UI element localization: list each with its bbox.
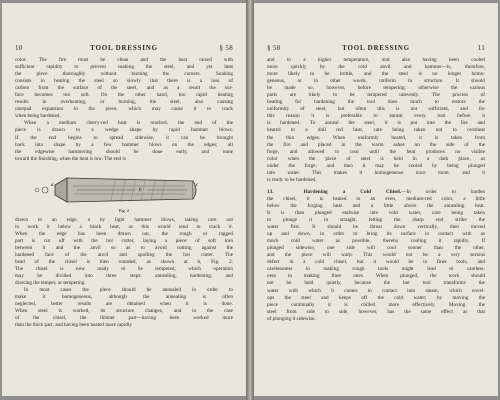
text-line: color when the piece of steel is held in a dark place, as	[267, 155, 485, 162]
heading-title: Hardening a Cold Chisel.	[303, 188, 402, 195]
text-line: the thin edges. When uniformly heated, it is taken from	[267, 134, 485, 141]
text-line: geneous, or in other words, uniform in structure. It should	[267, 78, 485, 85]
book-gutter	[246, 0, 254, 400]
text-line: drawing the temper, or tempering.	[15, 280, 86, 287]
text-line: When steel is worked, its structure changes, and in the case	[15, 308, 233, 315]
left-body-top	[15, 57, 233, 163]
text-line: when being hardened.	[15, 113, 61, 120]
text-line: back into shape by a few hammer blows on the edges; all	[15, 141, 233, 148]
text-line: may be divided into three steps: annealing, hardening, and	[15, 273, 233, 280]
text-line: consists in heating the steel so slowly that there is a loss of	[15, 78, 233, 85]
text-line: not be held quietly, because the hot tool transforms the	[267, 280, 485, 287]
figure-label-c: c	[196, 182, 199, 188]
left-body-bottom	[15, 217, 233, 330]
text-line: steel from side to side, however, has the same effect as that	[267, 308, 485, 315]
text-line: is hardened. To anneal the steel, it is put into the fire and	[267, 120, 485, 127]
text-line: results in overheating, or burning, the steel, also causing	[15, 99, 233, 106]
right-heading-line	[267, 189, 485, 196]
text-line: water with which it comes in contact into steam, which envel-	[267, 287, 485, 294]
left-page	[2, 3, 246, 396]
text-line: heated to a dull red heat, care being taken not to overheat	[267, 127, 485, 134]
right-page-number: 11	[477, 44, 485, 52]
right-body-bottom	[267, 196, 485, 323]
text-line: When a medium cherry-red heat is reached, the end of the	[24, 120, 233, 127]
left-page-header	[15, 44, 233, 54]
heading-number: 13.	[267, 188, 274, 195]
text-line: parts are likely to be tempered unevenly. The process of	[267, 92, 485, 99]
left-page-number: 10	[15, 44, 23, 52]
text-line: sufficient rapidity to prevent soaking the steel, and yet heat	[15, 64, 233, 71]
text-line: up and down, in order to bring its surface in contact with as	[267, 231, 485, 238]
right-page	[254, 3, 498, 396]
text-line: ness in making finer ones. When plunged, the work should	[267, 273, 485, 280]
text-line: more quickly by the cold anvil and hammer—is, therefore,	[267, 64, 485, 71]
text-line: toward the finishing, when the heat is low. The end is	[15, 155, 126, 162]
text-line: In most cases the piece should be annealed in order to	[24, 287, 233, 294]
text-line: piece continually it is chilled more effectively. Moving the	[267, 301, 485, 308]
text-line: part is cut off with the hot cutter, laying a piece of soft iron	[15, 237, 233, 244]
text-line: ops the steel and keeps off the cold water; by moving the	[267, 294, 485, 301]
text-line: to work it below a black heat, as this would tend to crack it.	[15, 223, 233, 230]
figure-label-a: a	[51, 182, 54, 188]
text-line: hardened face of the anvil and spoiling the hot cutter. The	[15, 251, 233, 258]
text-line: carelessness in making rough tools might lead to careless-	[267, 266, 485, 273]
right-body-top	[267, 57, 485, 184]
right-page-header	[267, 44, 485, 54]
text-line: below the forging heat and a little above the annealing heat.	[267, 202, 485, 209]
figure-caption: Fig. 2	[118, 207, 130, 213]
text-line: the piece thoroughly without burning the corners. Soaking	[15, 71, 233, 78]
text-line: piece is drawn to a wedge shape by rapid hammer blows.	[15, 127, 233, 134]
text-line: forge, and allowed to cool until the heat produces no visible	[267, 148, 485, 155]
text-line: of plunging it sidewise.	[267, 315, 316, 322]
figure-label-b: b	[139, 187, 142, 193]
text-line: to plunge it in straight, letting the sharp end strike the	[267, 217, 485, 224]
text-line: uniformity of steel, but often this is not sufficient, and for	[267, 106, 485, 113]
chisel-illustration	[15, 166, 233, 214]
left-running-title: TOOL DRESSING	[90, 44, 158, 52]
text-line: water first. It should be thrust down vertically, then moved	[267, 224, 485, 231]
text-line: is ready to be hardened.	[267, 176, 317, 183]
text-line: It is then plunged endwise into cold water, care being taken	[267, 209, 485, 216]
text-line: defect in a cold chisel, but it would be in finer tools, and	[267, 259, 485, 266]
text-line: neglected, better results are obtained when it is done.	[15, 301, 233, 308]
text-line: much cold water as possible, thereby cooling it rapidly. If	[267, 238, 485, 245]
text-line: of the chisel, the thinner part—having been worked more	[15, 315, 233, 322]
text-line: When the edge has been drawn out, the rough or ragged	[15, 230, 233, 237]
heading-line-rest: —In order to harden	[401, 188, 486, 195]
text-line: under the forge; and then it may be cooled by being plunged	[267, 162, 485, 169]
text-line: plunged sidewise, one side will cool sooner than the other,	[267, 245, 485, 252]
left-section-mark: § 58	[219, 44, 233, 52]
text-line: carbon from the surface of the steel, and as a result the sur-	[15, 85, 233, 92]
text-line: make it homogeneous, although the annealing is often	[15, 294, 233, 301]
figure-2	[15, 166, 233, 214]
text-line: and the piece will warp. This would not be a very serious	[267, 252, 485, 259]
text-line: unequal expansion in the piece, which may cause it to crack	[15, 106, 233, 113]
text-line: the chisel, it is heated to an even, medium-red color, a little	[267, 195, 485, 202]
text-line: than the thick part, and having been heated more rapidly	[15, 322, 132, 329]
text-line: face becomes too soft. On the other hand, too rapid heating	[15, 92, 233, 99]
text-line: and to a higher temperature, and also having been cooled	[267, 57, 485, 63]
text-line: be made so, however, before tempering; otherwise the various	[267, 85, 485, 92]
section-heading	[267, 189, 485, 196]
right-running-title: TOOL DRESSING	[342, 44, 410, 52]
text-line: If the end begins to spread sidewise, it can be brought	[15, 134, 233, 141]
text-line: between it and the anvil so as to avoid cutting against the	[15, 244, 233, 251]
text-line: head of the chisel is then rounded, as shown at b, Fig. 2.	[15, 258, 233, 265]
text-line: drawn to an edge, a by light hammer blows, taking care not	[15, 216, 233, 223]
text-line: this reason it is preferable to anneal every tool before it	[267, 113, 485, 120]
text-line: the fire and placed in the warm ashes on the side of the	[267, 141, 485, 148]
text-line: more likely to be brittle, and the steel is no longer homo-	[267, 71, 485, 78]
text-line: the edgewise hammering should be done early, and none	[15, 148, 233, 155]
text-line: The chisel is now ready to be tempered, which operation	[15, 266, 233, 273]
text-line: heating for hardening the tool does much to restore the	[267, 99, 485, 106]
right-section-mark: § 58	[267, 44, 281, 52]
text-line: into water. This makes it homogeneous once more, and it	[267, 169, 485, 176]
text-line: color. The fire must be clean and the heat raised with	[15, 57, 233, 63]
